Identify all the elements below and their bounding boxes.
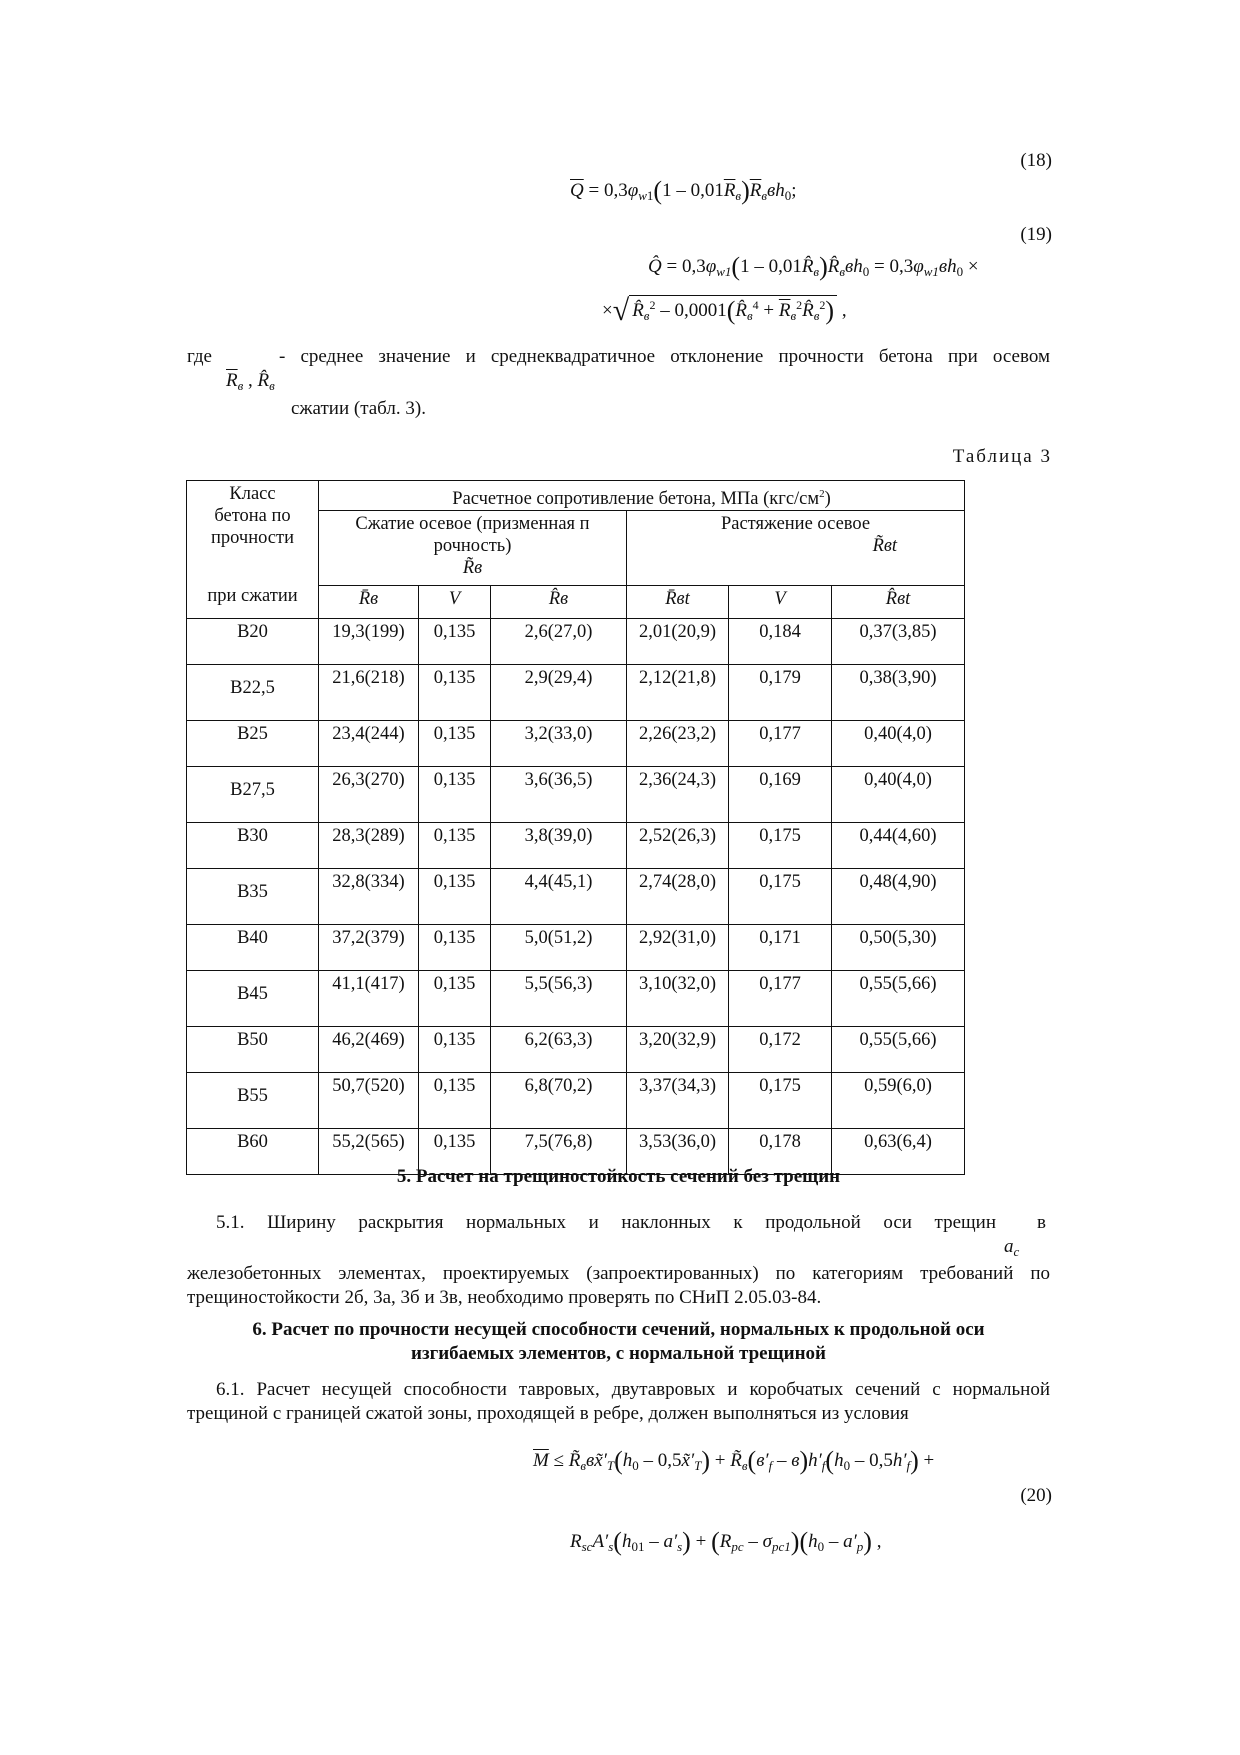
table-cell: 41,1(417) [319, 971, 419, 1027]
table-cell: 7,5(76,8) [491, 1129, 627, 1175]
header-class-line-4: при сжатии [207, 586, 298, 606]
table-cell: 0,55(5,66) [832, 971, 965, 1027]
symbol-a-sub: c [1013, 1244, 1020, 1259]
table-cell: 0,135 [419, 1129, 491, 1175]
symbol-a: a [1004, 1236, 1014, 1257]
table-cell: 2,52(26,3) [627, 823, 729, 869]
table-cell: 0,59(6,0) [832, 1073, 965, 1129]
table-cell: 0,177 [729, 721, 832, 767]
table-cell: 0,172 [729, 1027, 832, 1073]
header-group-sup: 2 [819, 488, 825, 500]
table-cell: 2,9(29,4) [491, 665, 627, 721]
table-cell: 0,135 [419, 1073, 491, 1129]
equation-18-number: (18) [1020, 150, 1052, 171]
table-cell: В30 [187, 823, 319, 869]
header-tension [627, 511, 965, 586]
subheader-v-tension: V [729, 586, 832, 619]
table-cell: 32,8(334) [319, 869, 419, 925]
equation-19-line-1: Q̂ = $0,3\varphi_{w1}(1$ – $0,01R̂_в)R̂_ввh_0 = 0,3\varphi_{w1}вh_0$ × [648, 252, 979, 281]
where-lead: где [187, 346, 212, 367]
header-compression [319, 511, 627, 586]
where-symbols: $\overline{R}_в$ , $R̂_в$ [226, 370, 275, 393]
table-cell: 2,12(21,8) [627, 665, 729, 721]
subheader-v-compression: V [419, 586, 491, 619]
table-cell: 0,37(3,85) [832, 619, 965, 665]
table-cell: 3,53(36,0) [627, 1129, 729, 1175]
table-cell: 0,135 [419, 721, 491, 767]
table-row [187, 925, 965, 971]
header-class-line-1: Класс [229, 484, 276, 504]
equation-18: $\overline{Q} = 0,3\varphi_{w1}(1 - 0,01\overline{R}_в)\overline{R}_ввh_0$; [570, 176, 797, 205]
where-text: - среднее значение и среднеквадратичное отклонение прочности бетона при осевом [279, 346, 1050, 367]
table-cell: 3,6(36,5) [491, 767, 627, 823]
table-cell: 0,135 [419, 971, 491, 1027]
equation-19-line-2: ×√ $R̂_в^2$ – $0,0001(R̂_в^4$ + $\overline{R}_в^2R̂_в^2$) , [602, 294, 847, 327]
table-row [187, 767, 965, 823]
table-cell: В50 [187, 1027, 319, 1073]
table-cell: 2,74(28,0) [627, 869, 729, 925]
table-cell: 0,177 [729, 971, 832, 1027]
table-cell: 50,7(520) [319, 1073, 419, 1129]
equation-19-number: (19) [1020, 224, 1052, 245]
table-cell: В27,5 [187, 767, 319, 823]
header-class-line-3: прочности [210, 528, 295, 548]
table-cell: 0,135 [419, 925, 491, 971]
table-cell: 2,92(31,0) [627, 925, 729, 971]
subheader-rb-mean: R̄в [319, 586, 419, 619]
table-cell: 4,4(45,1) [491, 869, 627, 925]
table-cell: 0,38(3,90) [832, 665, 965, 721]
table-cell: В22,5 [187, 665, 319, 721]
table-cell: 46,2(469) [319, 1027, 419, 1073]
table-row [187, 619, 965, 665]
table-cell: 23,4(244) [319, 721, 419, 767]
table-cell: В40 [187, 925, 319, 971]
table-cell: 37,2(379) [319, 925, 419, 971]
header-compression-text: Сжатие осевое (призменная прочность) [355, 514, 590, 557]
header-group-text: Расчетное сопротивление бетона, МПа (кгс/см [452, 489, 820, 510]
table-cell: 0,63(6,4) [832, 1129, 965, 1175]
table-cell: 3,20(32,9) [627, 1027, 729, 1073]
table-cell: 5,5(56,3) [491, 971, 627, 1027]
table-cell: 19,3(199) [319, 619, 419, 665]
table-cell: 3,37(34,3) [627, 1073, 729, 1129]
section-6-heading-line-1: 6. Расчет по прочности несущей способности сечений, нормальных к продольной оси [252, 1319, 985, 1340]
table-3-caption: Таблица 3 [952, 446, 1052, 467]
table-row [187, 1027, 965, 1073]
table-cell: 0,184 [729, 619, 832, 665]
table-cell: В35 [187, 869, 319, 925]
equation-20-line-1: $\overline{M}$ ≤ $R̃_ввx̃'_T(h_0$ – $0,5x̃'_T$) + $R̃_в(в'_f - в)h'_f(h_0 - 0,5h'_f)$ + [533, 1446, 935, 1475]
table-cell: 0,171 [729, 925, 832, 971]
section-5-para-line-1: 5.1. Ширину раскрытия нормальных и наклонных к продольной оси трещин [216, 1212, 996, 1233]
table-cell: 0,179 [729, 665, 832, 721]
table-cell: В60 [187, 1129, 319, 1175]
subheader-rb-std: R̂в [491, 586, 627, 619]
table-cell: 21,6(218) [319, 665, 419, 721]
table-cell: 3,8(39,0) [491, 823, 627, 869]
section-5-heading: 5. Расчет на трещиностойкость сечений без трещин [396, 1166, 841, 1187]
table-cell: 3,10(32,0) [627, 971, 729, 1027]
header-compression-symbol: R̃в [462, 558, 483, 579]
table-row [187, 721, 965, 767]
table-cell: 0,48(4,90) [832, 869, 965, 925]
table-cell: 0,175 [729, 869, 832, 925]
table-cell: В55 [187, 1073, 319, 1129]
table-cell: 0,135 [419, 823, 491, 869]
header-class-cell [187, 481, 319, 619]
table-cell: 0,175 [729, 823, 832, 869]
table-row [187, 869, 965, 925]
table-cell: 0,135 [419, 767, 491, 823]
where-continuation: сжатии (табл. 3). [291, 398, 426, 419]
table-cell: 0,135 [419, 1027, 491, 1073]
equation-20-line-2: $R_{sc}A'_s(h_{01} - a'_s) + (R_{pc} - \sigma_{pc1})(h_0 - a'_p)$ , [570, 1527, 882, 1556]
table-cell: 2,36(24,3) [627, 767, 729, 823]
table-cell: 0,169 [729, 767, 832, 823]
table-cell: 0,175 [729, 1073, 832, 1129]
section-6-para: 6.1. Расчет несущей способности тавровых, двутавровых и коробчатых сечений с нормальной трещиной с границей сжатой зоны, проходящей в ребре, должен выполняться из условия [187, 1379, 1050, 1424]
table-cell: 28,3(289) [319, 823, 419, 869]
table-cell: 0,178 [729, 1129, 832, 1175]
table-3 [186, 480, 965, 1175]
table-cell: 26,3(270) [319, 767, 419, 823]
header-class-line-2: бетона по [214, 506, 291, 526]
table-cell: В45 [187, 971, 319, 1027]
header-tension-symbol: R̃вt [872, 536, 898, 557]
header-group [319, 481, 965, 511]
subheader-rbt-mean: R̄вt [627, 586, 729, 619]
header-group-end: ) [824, 489, 831, 510]
table-cell: 0,135 [419, 619, 491, 665]
table-row [187, 823, 965, 869]
table-3-body [187, 619, 965, 1175]
table-cell: 6,2(63,3) [491, 1027, 627, 1073]
table-cell: 2,26(23,2) [627, 721, 729, 767]
table-cell: 0,40(4,0) [832, 767, 965, 823]
table-cell: 2,6(27,0) [491, 619, 627, 665]
equation-20-number: (20) [1020, 1485, 1052, 1506]
section-6-heading [187, 1318, 1050, 1366]
table-cell: В25 [187, 721, 319, 767]
table-cell: 0,55(5,66) [832, 1027, 965, 1073]
table-row [187, 665, 965, 721]
table-cell: 6,8(70,2) [491, 1073, 627, 1129]
section-6-heading-line-2: изгибаемых элементов, с нормальной трещиной [411, 1343, 826, 1364]
table-row [187, 1073, 965, 1129]
table-cell: 0,44(4,60) [832, 823, 965, 869]
section-5-symbol [1004, 1236, 1019, 1260]
section-5-para-in: в [1037, 1212, 1046, 1233]
header-tension-text: Растяжение осевое [720, 514, 871, 535]
table-cell: 5,0(51,2) [491, 925, 627, 971]
table-cell: 55,2(565) [319, 1129, 419, 1175]
table-row [187, 971, 965, 1027]
table-cell: 0,135 [419, 665, 491, 721]
subheader-rbt-std: R̂вt [832, 586, 965, 619]
table-cell: 3,2(33,0) [491, 721, 627, 767]
table-cell: 0,40(4,0) [832, 721, 965, 767]
table-cell: 0,50(5,30) [832, 925, 965, 971]
table-cell: 2,01(20,9) [627, 619, 729, 665]
table-cell: 0,135 [419, 869, 491, 925]
section-5-para-rest: железобетонных элементах, проектируемых (запроектированных) по категориям требований по трещиностойкости 2б, 3а, 3б и 3в, необходимо проверять по СНиП 2.05.03-84. [187, 1263, 1050, 1308]
table-cell: В20 [187, 619, 319, 665]
